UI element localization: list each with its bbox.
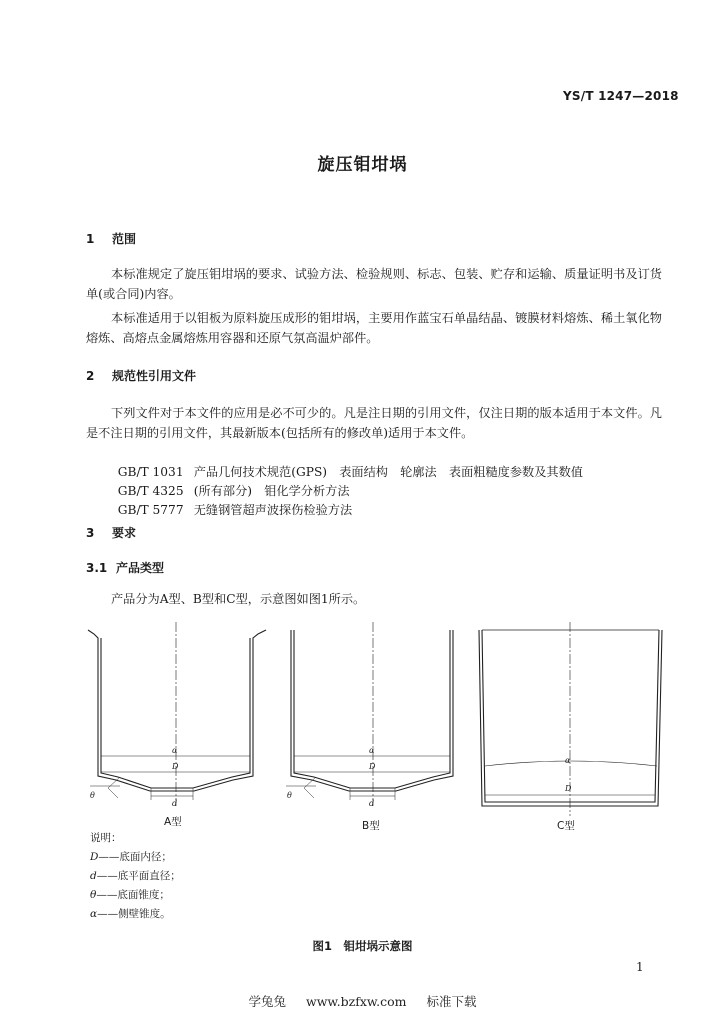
legend-item [90,886,170,905]
section-number: 3 [86,526,95,540]
d-lower-label-a: d [172,799,178,808]
reference-code: GB/T 1031 [117,465,184,479]
d-upper-label-b: D [369,762,376,771]
normative-paragraph: 下列文件对于本文件的应用是必不可少的。凡是注日期的引用文件，仅注日期的版本适用于本文件。凡是不注日期的引用文件，其最新版本(包括所有的修改单)适用于本文件。 [86,406,662,440]
section-2-heading [86,367,196,384]
crucible-figure [80,620,680,820]
alpha-label-c: α [565,756,571,765]
reference-code: GB/T 5777 [117,503,184,517]
section-3-1-heading [86,559,164,576]
type-a-label: A型 [164,816,182,828]
reference-code: GB/T 4325 [117,484,184,498]
d-lower-label-b: d [369,799,375,808]
legend-text: ——底平面直径； [96,870,181,882]
footer-site-name: 学兔兔 [248,994,287,1009]
figure-caption: 图1 钼坩埚示意图 [312,939,413,953]
legend-text: ——侧壁锥度。 [97,908,171,920]
scope-paragraph-2: 本标准适用于以钼板为原料旋压成形的钼坩埚，主要用作蓝宝石单晶结晶、镀膜材料熔炼、稀土氧化物熔炼、高熔点金属熔炼用容器和还原气氛高温炉部件。 [86,311,662,345]
section-number: 1 [86,232,95,246]
theta-label-a: θ [90,791,95,800]
legend-item [90,867,181,886]
theta-label-b: θ [287,791,292,800]
d-upper-label-a: D [172,762,179,771]
section-title: 规范性引用文件 [112,369,197,383]
legend-item [90,905,171,924]
reference-title: 产品几何技术规范(GPS) 表面结构 轮廓法 表面粗糙度参数及其数值 [193,465,583,479]
legend-symbol: α [90,908,98,920]
section-title: 产品类型 [116,561,165,575]
section-number: 2 [86,369,95,383]
section-3-heading [86,524,136,541]
alpha-label-a: α [172,746,178,755]
legend-symbol: θ [90,889,97,901]
reference-title: 无缝钢管超声波探伤检验方法 [193,503,353,517]
type-c-label: C型 [557,820,575,832]
page-number: 1 [636,960,644,974]
document-title: 旋压钼坩埚 [317,155,408,175]
reference-item [110,482,352,520]
reference-title: (所有部分) 钼化学分析方法 [193,484,350,498]
legend-title: 说明： [90,832,122,844]
section-title: 要求 [112,526,137,540]
scope-paragraph-1: 本标准规定了旋压钼坩埚的要求、试验方法、检验规则、标志、包装、贮存和运输、质量证明书及订货单(或合同)内容。 [86,267,662,301]
type-b-label: B型 [362,820,380,832]
section-title: 范围 [112,232,137,246]
legend-text: ——底面内径； [98,851,172,863]
legend-symbol: D [90,851,99,863]
product-type-paragraph: 产品分为A型、B型和C型，示意图如图1所示。 [111,592,366,606]
footer-slogan: 标准下载 [426,994,477,1009]
legend-symbol: d [90,870,97,882]
crucible-b-drawing [286,622,453,806]
crucible-a-drawing [88,622,266,806]
d-upper-label-c: D [565,784,572,793]
footer-url[interactable]: www.bzfxw.com [306,994,407,1009]
section-number: 3.1 [86,561,108,575]
footer-watermark [0,992,725,1010]
alpha-label-b: α [369,746,375,755]
legend-text: ——底面锥度； [96,889,170,901]
legend-item [90,848,172,867]
standard-number: YS/T 1247—2018 [563,89,679,103]
section-1-heading [86,230,136,247]
